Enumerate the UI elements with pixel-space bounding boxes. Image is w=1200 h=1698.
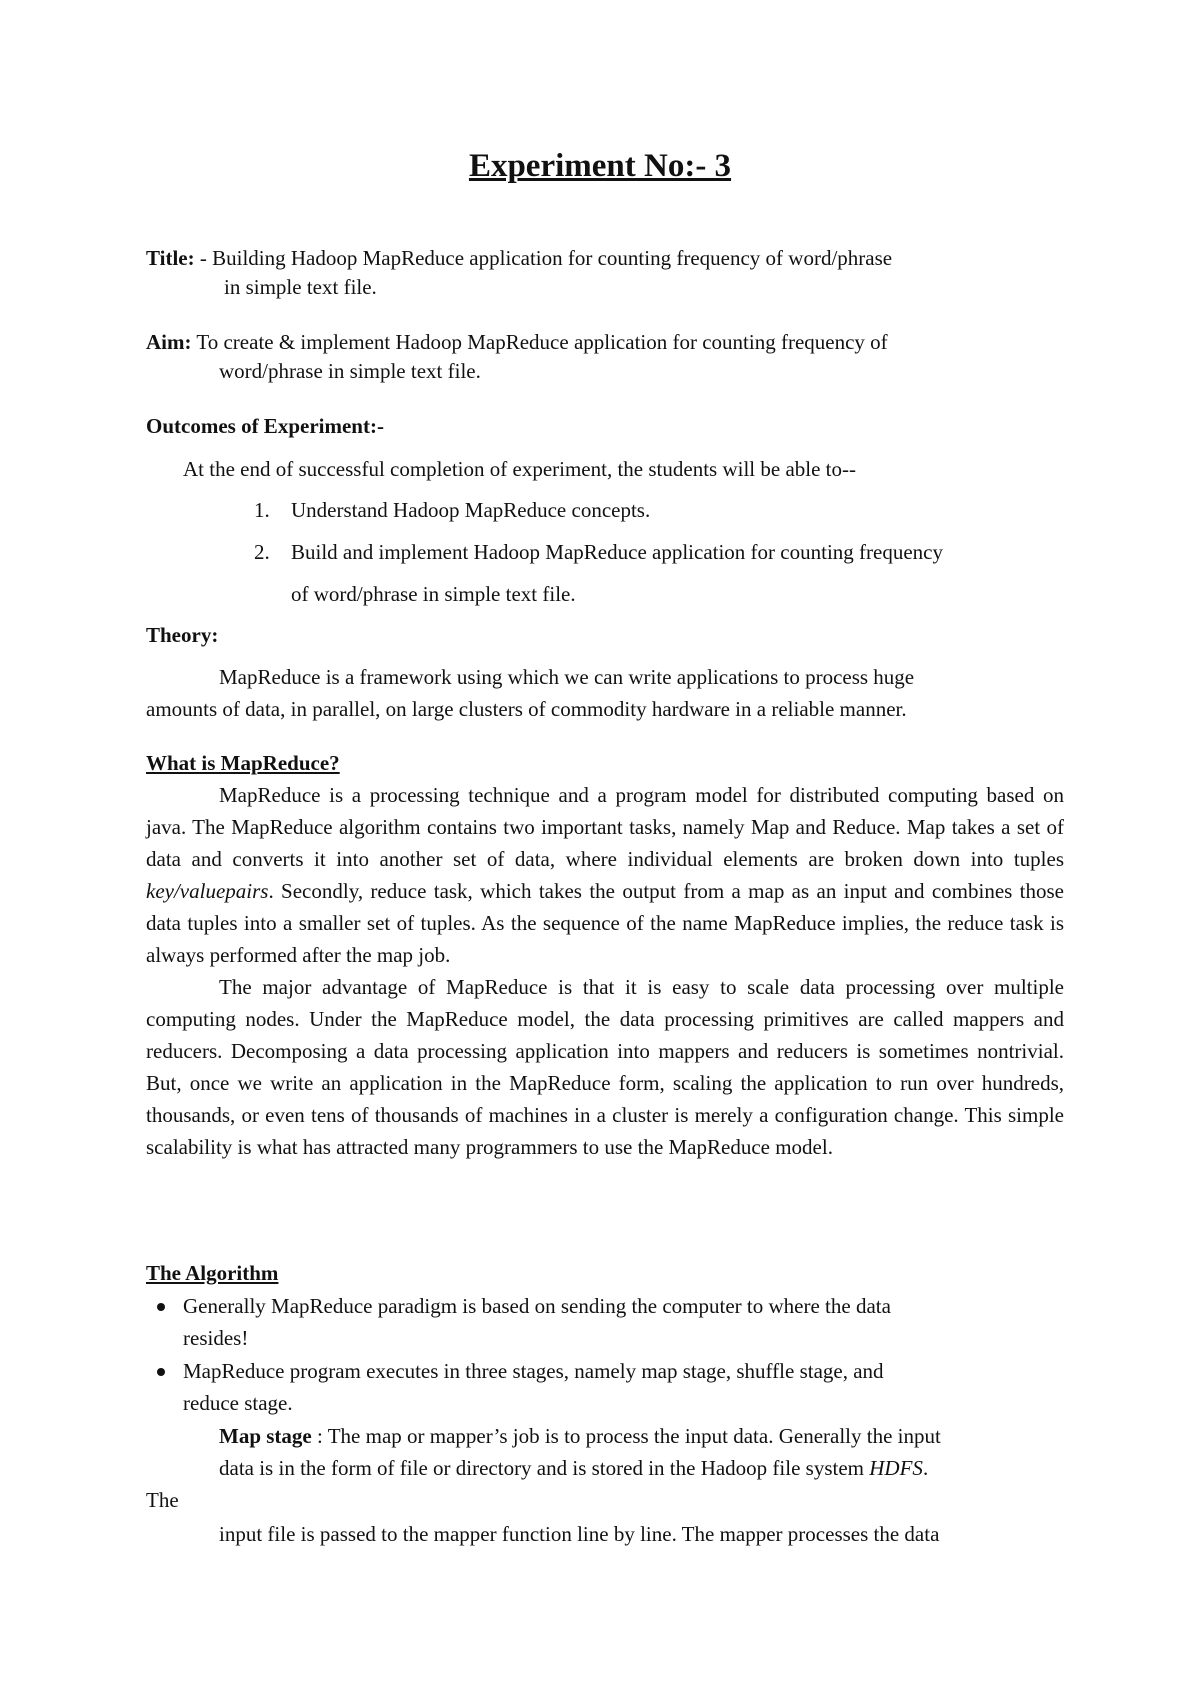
map-stage-line-2: [219, 1458, 928, 1479]
whatis-p1-italic: key/valuepairs: [146, 879, 269, 903]
bullet-text-continued: reduce stage.: [183, 1391, 293, 1415]
bullet-text-continued: resides!: [183, 1326, 249, 1350]
bullet-text: Generally MapReduce paradigm is based on sending the computer to where the data: [183, 1294, 891, 1318]
theory-line-1: MapReduce is a framework using which we can write applications to process huge: [219, 665, 915, 689]
whatis-paragraph-1: [146, 779, 1064, 971]
whatis-heading: What is MapReduce?: [146, 751, 340, 775]
map-stage-the: The: [146, 1488, 179, 1512]
map-stage-line-1: [219, 1426, 941, 1447]
theory-heading: Theory:: [146, 623, 219, 647]
aim-label: Aim:: [146, 330, 192, 354]
bullet-text: MapReduce program executes in three stages, namely map stage, shuffle stage, and: [183, 1359, 884, 1383]
title-text-1: - Building Hadoop MapReduce application for counting frequency of word/phrase: [194, 246, 893, 270]
algorithm-heading: The Algorithm: [146, 1261, 279, 1285]
outcome-number: 1.: [254, 498, 270, 522]
outcome-number: 2.: [254, 540, 270, 564]
outcome-text: Understand Hadoop MapReduce concepts.: [291, 498, 651, 522]
page-title: Experiment No:- 3: [468, 148, 732, 184]
title-label: Title:: [146, 246, 195, 270]
title-line-1: [146, 248, 892, 269]
outcome-text-continued: of word/phrase in simple text file.: [291, 582, 576, 606]
bullet-icon: [157, 1303, 165, 1311]
outcomes-intro: At the end of successful completion of experiment, the students will be able to--: [183, 457, 856, 481]
aim-text-2: word/phrase in simple text file.: [219, 359, 481, 383]
map-stage-text-1: : The map or mapper’s job is to process the input data. Generally the input: [311, 1424, 941, 1448]
aim-line-1: [146, 332, 888, 353]
aim-text-1: To create & implement Hadoop MapReduce application for counting frequency of: [191, 330, 888, 354]
whatis-paragraph-2: The major advantage of MapReduce is that it is easy to scale data processing over multiple computing nodes. Under the MapReduce model, the data processing primitives are called mappers and reducers. Decomposing a data processing application into mappers and reducers is sometimes nontrivial. But, once we write an application in the MapReduce form, scaling the application to run over hundreds, thousands, or even tens of thousands of machines in a cluster is merely a configuration change. This simple scalability is what has attracted many programmers to use the MapReduce model.: [146, 975, 1064, 1159]
whatis-p1-text-end: . Secondly, reduce task, which takes the output from a map as an input and combines those data tuples into a smaller set of tuples. As the sequence of the name MapReduce implies, the reduce task is always performed after the map job.: [146, 879, 1064, 967]
whatis-body: [146, 779, 1064, 1163]
outcomes-heading: Outcomes of Experiment:-: [146, 414, 384, 438]
outcome-text: Build and implement Hadoop MapReduce application for counting frequency: [291, 540, 943, 564]
map-stage-label: Map stage: [219, 1424, 312, 1448]
map-stage-text-2-end: .: [922, 1456, 929, 1480]
whatis-p1-text: MapReduce is a processing technique and a program model for distributed computing based on java. The MapReduce algorithm contains two important tasks, namely Map and Reduce. Map takes a set of data and converts it into another set of data, where individual elements are broken down into tuples: [146, 783, 1064, 871]
map-stage-text-2: data is in the form of file or directory and is stored in the Hadoop file system: [219, 1456, 870, 1480]
theory-line-2: amounts of data, in parallel, on large clusters of commodity hardware in a reliable manner.: [146, 697, 907, 721]
hdfs-italic: HDFS: [869, 1456, 923, 1480]
title-text-2: in simple text file.: [224, 275, 377, 299]
bullet-icon: [157, 1368, 165, 1376]
map-stage-line-3: input file is passed to the mapper function line by line. The mapper processes the data: [219, 1522, 940, 1546]
